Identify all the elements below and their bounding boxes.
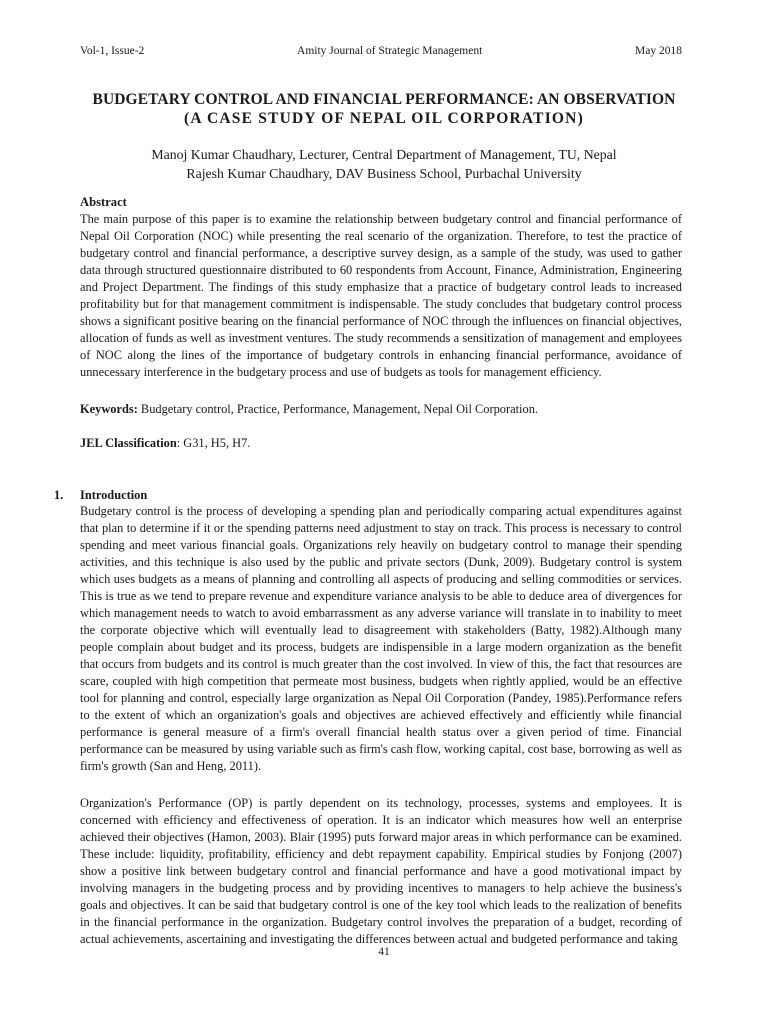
paragraph-text: Organization's Performance (OP) is partly dependent on its technology, processes, systems and employees. It is concerned with efficiency and effectiveness of operation. It is an indicator which measures how well an enterprise achieved their objectives (Hamon, 2003). Blair (1995) puts forward major areas in which performance can be examined. These include: liquidity, profitability, efficiency and debt repayment capability. Empirical studies by Fonjong (2007) show a positive link between budgetary control and financial performance and have a good motivational impact by involving managers in the budgeting process and by providing incentives to managers to help achieve the business's goals and objectives. It can be said that budgetary control is one of the key tool which leads to the realization of benefits in the financial performance in the organization. Budgetary control involves the preparation of a budget, recording of actual achievements, ascertaining and investigating the differences between actual and budgeted performance and taking xyxy=(80,796,682,946)
keywords-label: Keywords: xyxy=(80,402,138,416)
title-line-2: (A CASE STUDY OF NEPAL OIL CORPORATION) xyxy=(184,110,584,127)
jel-text: : G31, H5, H7. xyxy=(176,436,251,450)
keywords-text: Budgetary control, Practice, Performance, Management, Nepal Oil Corporation. xyxy=(137,402,538,416)
journal-name: Amity Journal of Strategic Management xyxy=(297,45,483,57)
author-2: Rajesh Kumar Chaudhary, DAV Business School, Purbachal University xyxy=(186,166,582,181)
abstract-section xyxy=(80,194,682,381)
introduction-paragraph-2 xyxy=(80,795,682,948)
introduction-heading xyxy=(54,487,682,504)
volume-issue: Vol-1, Issue-2 xyxy=(80,45,145,57)
issue-date: May 2018 xyxy=(635,45,682,57)
section-number: 1. xyxy=(54,488,64,502)
author-1: Manoj Kumar Chaudhary, Lecturer, Central Department of Management, TU, Nepal xyxy=(151,147,617,162)
paper-title xyxy=(60,90,708,128)
keywords-line xyxy=(80,401,682,418)
jel-label: JEL Classification xyxy=(80,436,177,450)
section-title: Introduction xyxy=(80,488,148,502)
author-block xyxy=(60,145,708,183)
abstract-text: The main purpose of this paper is to examine the relationship between budgetary control and financial performance of Nepal Oil Corporation (NOC) while presenting the real scenario of the organization. Therefore, to test the practice of budgetary control and financial performance, a descriptive survey design, as a sample of the study, was used to gather data through structured questionnaire distributed to 60 respondents from Account, Finance, Administration, Engineering and Project Department. The findings of this study emphasize that a practice of budgetary control leads to increased profitability but for that management commitment is indispensable. The study concludes that budgetary control process shows a significant positive bearing on the financial performance of NOC through the influences on financial objectives, allocation of funds as well as investment ventures. The study recommends a sensitization of management and employees of NOC along the lines of the importance of budgetary controls in enhancing financial performance, avoidance of unnecessary interference in the budgetary process and use of budgets as tools for management efficiency. xyxy=(80,212,682,379)
paragraph-text: Budgetary control is the process of developing a spending plan and periodically comparing actual expenditures against that plan to determine if it or the spending patterns need adjustment to stay on track. This process is necessary to control spending and meet various financial goals. Organizations rely heavily on budgetary control to manage their spending activities, and this technique is also used by the public and private sectors (Dunk, 2009). Budgetary control is system which uses budgets as a means of planning and controlling all aspects of producing and selling commodities or services. This is true as we tend to prepare revenue and expenditure variance analysis to be able to deduce area of divergences for which management needs to watch to avoid embarrassment as any adverse variance will translate in to inability to meet the corporate objective which will eventually lead to disagreement with stakeholders (Batty, 1982).Although many people complain about budget and its process, budgets are indispensible in a large modern organization as the benefit that occurs from budgets and its control is much greater than the cost involved. In view of this, the fact that resources are scare, coupled with high competition that permeate most business, budgets when rightly applied, would be an effective tool for planning and control, especially large organization as Nepal Oil Corporation (Pandey, 1985).Performance refers to the extent of which an organization's goals and objectives are achieved effectively and efficiently while financial performance is general measure of a firm's overall financial health status over a given period of time. Financial performance can be measured by using variable such as firm's cash flow, working capital, cost base, borrowing as well as firm's growth (San and Heng, 2011). xyxy=(80,504,682,773)
abstract-heading: Abstract xyxy=(80,195,127,209)
jel-classification-line xyxy=(80,435,682,452)
title-line-1: BUDGETARY CONTROL AND FINANCIAL PERFORMANCE: AN OBSERVATION xyxy=(92,91,676,108)
page-number: 41 xyxy=(378,946,390,958)
running-header xyxy=(80,44,682,58)
introduction-paragraph-1 xyxy=(80,503,682,775)
